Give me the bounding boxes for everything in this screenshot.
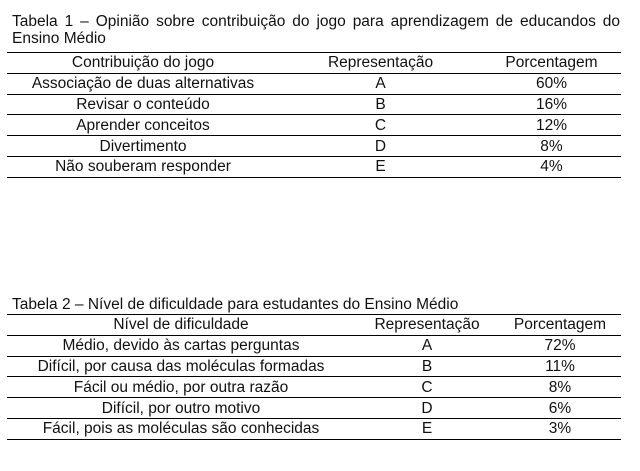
table-cell: E bbox=[355, 418, 499, 439]
table-cell: 8% bbox=[499, 377, 621, 398]
table2-header-percentage: Porcentagem bbox=[499, 315, 621, 336]
table-cell: 6% bbox=[499, 398, 621, 419]
table2-caption: Tabela 2 – Nível de dificuldade para estudantes do Ensino Médio bbox=[12, 296, 459, 313]
table-row bbox=[7, 73, 621, 94]
table-cell: Não souberam responder bbox=[7, 156, 279, 177]
table-row bbox=[7, 136, 621, 157]
table1-caption: Tabela 1 – Opinião sobre contribuição do jogo para aprendizagem de educandos do Ensino Médio bbox=[12, 13, 620, 47]
table-cell: D bbox=[279, 136, 482, 157]
table1-header-contribution: Contribuição do jogo bbox=[7, 53, 279, 74]
table-cell: Difícil, por causa das moléculas formadas bbox=[7, 356, 355, 377]
table-cell: 8% bbox=[482, 136, 621, 157]
table-cell: A bbox=[279, 73, 482, 94]
table2 bbox=[7, 314, 621, 440]
table-cell: Aprender conceitos bbox=[7, 115, 279, 136]
table-row bbox=[7, 356, 621, 377]
table-cell: B bbox=[355, 356, 499, 377]
table1 bbox=[7, 52, 621, 178]
table-cell: Fácil, pois as moléculas são conhecidas bbox=[7, 418, 355, 439]
table-cell: C bbox=[355, 377, 499, 398]
table-row bbox=[7, 398, 621, 419]
table-row bbox=[7, 94, 621, 115]
table-cell: 16% bbox=[482, 94, 621, 115]
table-row bbox=[7, 115, 621, 136]
table2-header-row bbox=[7, 315, 621, 336]
table-row bbox=[7, 156, 621, 177]
table-row bbox=[7, 418, 621, 439]
table-cell: Divertimento bbox=[7, 136, 279, 157]
table-cell: Médio, devido às cartas perguntas bbox=[7, 335, 355, 356]
table-cell: 72% bbox=[499, 335, 621, 356]
table-cell: Revisar o conteúdo bbox=[7, 94, 279, 115]
table-row bbox=[7, 377, 621, 398]
table1-header-representation: Representação bbox=[279, 53, 482, 74]
table1-header-percentage: Porcentagem bbox=[482, 53, 621, 74]
table-cell: 11% bbox=[499, 356, 621, 377]
table-cell: 4% bbox=[482, 156, 621, 177]
table2-header-difficulty: Nível de dificuldade bbox=[7, 315, 355, 336]
table-cell: E bbox=[279, 156, 482, 177]
table-cell: A bbox=[355, 335, 499, 356]
table-cell: Associação de duas alternativas bbox=[7, 73, 279, 94]
table-cell: 12% bbox=[482, 115, 621, 136]
table-cell: Difícil, por outro motivo bbox=[7, 398, 355, 419]
table2-header-representation: Representação bbox=[355, 315, 499, 336]
table-row bbox=[7, 335, 621, 356]
table1-header-row bbox=[7, 53, 621, 74]
table-cell: 3% bbox=[499, 418, 621, 439]
table-cell: C bbox=[279, 115, 482, 136]
table-cell: B bbox=[279, 94, 482, 115]
table-cell: Fácil ou médio, por outra razão bbox=[7, 377, 355, 398]
table-cell: 60% bbox=[482, 73, 621, 94]
table-cell: D bbox=[355, 398, 499, 419]
